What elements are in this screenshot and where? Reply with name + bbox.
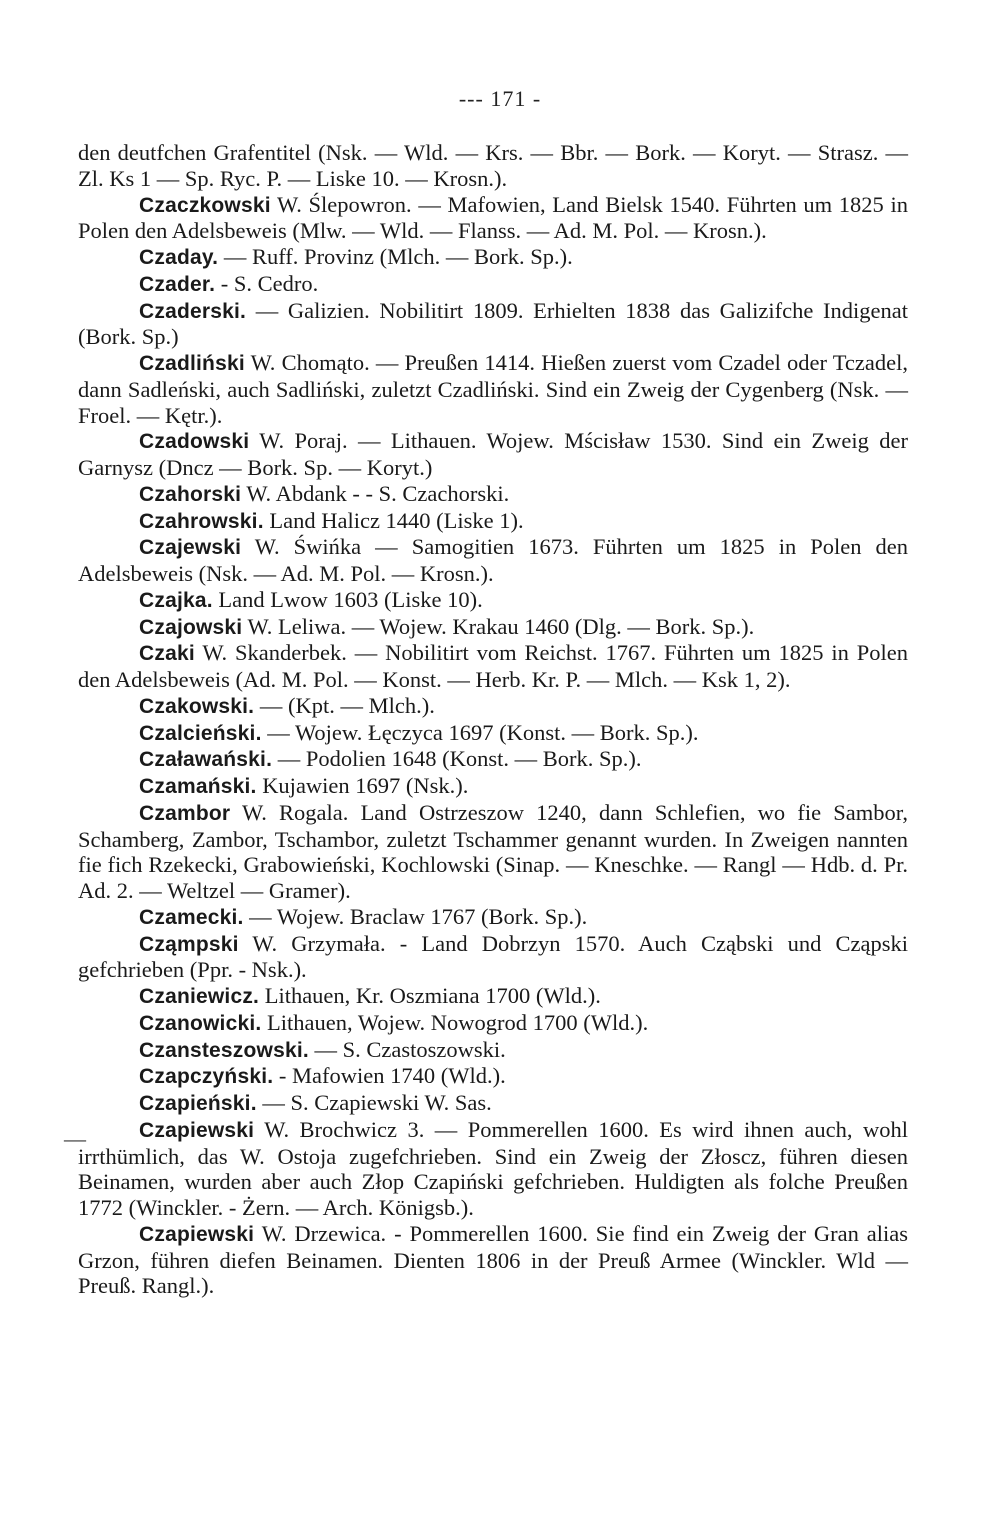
entry-name: Czanowicki. <box>139 1011 262 1035</box>
entry-name: Czahrowski. <box>139 509 264 533</box>
entry-text: — S. Czapiewski W. Sas. <box>256 1090 492 1115</box>
dictionary-entry <box>78 800 908 904</box>
entry-text: W. Ślepowron. — Mafowien, Land Bielsk 1540. Führten um 1825 in Polen den Adelsbeweis (Mlw. — Wld. — Flanss. — Ad. M. Pol. — Krosn.). <box>78 191 908 244</box>
entry-text: W. Drzewica. - Pommerellen 1600. Sie find ein Zweig der Gran alias Grzon, führen diefen Beinamen. Dienten 1806 in der Preuß Armee (Winckler. Wld — Preuß. Rangl.). <box>78 1220 908 1299</box>
dictionary-entry <box>78 1090 908 1117</box>
dictionary-entry <box>78 508 908 535</box>
entry-name: Cząmpski <box>139 932 239 956</box>
dictionary-entry <box>78 1063 908 1090</box>
dictionary-entry <box>78 983 908 1010</box>
entry-name: Czansteszowski. <box>139 1038 309 1062</box>
entry-name: Czapczyński. <box>139 1065 274 1089</box>
entry-text: — Wojew. Braclaw 1767 (Bork. Sp.). <box>243 903 588 929</box>
dictionary-entry <box>78 640 908 693</box>
entry-text: - Mafowien 1740 (Wld.). <box>273 1063 506 1089</box>
entry-text: — Podolien 1648 (Konst. — Bork. Sp.). <box>272 746 642 772</box>
entry-text: W. Chomąto. — Preußen 1414. Hießen zuerst vom Czadel oder Tczadel, dann Sadleński, auch Sadliński, zuletzt Czadliński. Sind ein Zweig der Cygenberg (Nsk. — Froel. — Kętr.). <box>78 350 908 428</box>
entry-list <box>78 192 908 1300</box>
entry-name: Czamański. <box>139 775 257 798</box>
dictionary-entry <box>78 614 908 641</box>
dictionary-entry <box>78 298 908 351</box>
entry-text: Lithauen, Kr. Oszmiana 1700 (Wld.). <box>259 983 601 1008</box>
entry-text: W. Abdank - - S. Czachorski. <box>241 480 510 506</box>
entry-name: Czaday. <box>139 246 219 269</box>
entry-name: Czader. <box>139 272 216 296</box>
entry-name: Czalcieński. <box>139 721 262 745</box>
entry-name: Czadliński <box>139 352 245 375</box>
entry-name: Czapiewski <box>139 1222 255 1246</box>
entry-text: W. Brochwicz 3. — Pommerellen 1600. Es wird ihnen auch, wohl irrthümlich, das W. Ostoja zugefchrieben. Sind ein Zweig der Złoscz, führen diesen Beinamen, wurden aber auch Złop Czapiński gefchrieben. Huldigten als folche Preußen 1772 (Winckler. - Żern. — Arch. Königsb.). <box>78 1116 908 1220</box>
entry-text: — S. Czastoszowski. <box>308 1036 506 1062</box>
dictionary-text <box>78 140 908 1299</box>
entry-name: Czapiewski <box>139 1118 255 1142</box>
entry-text: W. Leliwa. — Wojew. Krakau 1460 (Dlg. — Bork. Sp.). <box>242 613 755 639</box>
dictionary-entry <box>78 693 908 720</box>
entry-text: W. Poraj. — Lithauen. Wojew. Mścisław 1530. Sind ein Zweig der Garnysz (Dncz — Bork. Sp. — Koryt.) <box>78 428 908 480</box>
dictionary-entry <box>78 1010 908 1037</box>
continued-entry-text: den deutfchen Grafentitel (Nsk. — Wld. — Krs. — Bbr. — Bork. — Koryt. — Strasz. — Zl. Ks 1 — Sp. Ryc. P. — Liske 10. — Krosn.). <box>78 140 908 191</box>
margin-dash-mark: — <box>64 1126 86 1151</box>
dictionary-entry <box>78 720 908 747</box>
entry-name: Czambor <box>139 801 231 825</box>
entry-name: Czahorski <box>139 482 242 506</box>
entry-text: — (Kpt. — Mlch.). <box>254 692 435 718</box>
page-number: --- 171 - <box>458 86 542 111</box>
entry-text: Kujawien 1697 (Nsk.). <box>256 773 469 798</box>
entry-text: Land Halicz 1440 (Liske 1). <box>263 507 524 533</box>
dictionary-entry <box>78 350 908 428</box>
entry-name: Czajowski <box>139 615 243 639</box>
entry-name: Czaławański. <box>139 748 273 772</box>
entry-text: Land Lwow 1603 (Liske 10). <box>212 586 483 612</box>
entry-name: Czajka. <box>139 588 213 612</box>
entry-name: Czaki <box>139 642 195 666</box>
entry-name: Czadowski <box>139 430 250 454</box>
entry-text: — Galizien. Nobilitirt 1809. Erhielten 1838 das Galizifche Indigenat (Bork. Sp.) <box>78 297 908 350</box>
dictionary-entry <box>78 773 908 800</box>
dictionary-entry <box>78 931 908 984</box>
entry-text: — Ruff. Provinz (Mlch. — Bork. Sp.). <box>218 244 573 269</box>
dictionary-entry <box>78 1037 908 1064</box>
entry-text: W. Świńka — Samogitien 1673. Führten um 1825 in Polen den Adelsbeweis (Nsk. — Ad. M. Pol. — Krosn.). <box>78 534 908 586</box>
dictionary-entry <box>78 1221 908 1299</box>
entry-name: Czapieński. <box>139 1092 257 1115</box>
dictionary-entry <box>78 481 908 508</box>
dictionary-entry <box>78 587 908 614</box>
entry-name: Czamecki. <box>139 905 244 929</box>
dictionary-entry <box>78 244 908 271</box>
entry-name: Czaniewicz. <box>139 985 260 1008</box>
entry-text: W. Rogala. Land Ostrzeszow 1240, dann Schlefien, wo fie Sambor, Schamberg, Zambor, Tschambor, zuletzt Tschammer genannt wurden. In Zweigen nannten fie fich Rzekecki, Grabowieński, Kochlowski (Sinap. — Kneschke. — Rangl — Hdb. d. Pr. Ad. 2. — Weltzel — Gramer). <box>78 799 908 903</box>
dictionary-entry <box>78 904 908 931</box>
entry-text: W. Skanderbek. — Nobilitirt vom Reichst. 1767. Führten um 1825 in Polen den Adelsbeweis (Ad. M. Pol. — Konst. — Herb. Kr. P. — Mlch. — Ksk 1, 2). <box>78 640 908 692</box>
entry-name: Czajewski <box>139 536 242 560</box>
entry-text: W. Grzymała. - Land Dobrzyn 1570. Auch Cząbski und Cząpski gefchrieben (Ppr. - Nsk.). <box>78 930 908 983</box>
entry-text: Lithauen, Wojew. Nowogrod 1700 (Wld.). <box>261 1009 649 1035</box>
entry-name: Czakowski. <box>139 694 255 718</box>
dictionary-entry <box>78 428 908 481</box>
entry-name: Czaczkowski <box>139 193 271 217</box>
dictionary-entry <box>78 534 908 587</box>
entry-text: - S. Cedro. <box>215 270 319 296</box>
dictionary-entry <box>78 746 908 773</box>
dictionary-entry <box>78 1117 908 1221</box>
dictionary-entry <box>78 192 908 245</box>
entry-text: — Wojew. Łęczyca 1697 (Konst. — Bork. Sp.). <box>261 719 699 745</box>
dictionary-entry <box>78 271 908 298</box>
entry-name: Czaderski. <box>139 299 247 323</box>
